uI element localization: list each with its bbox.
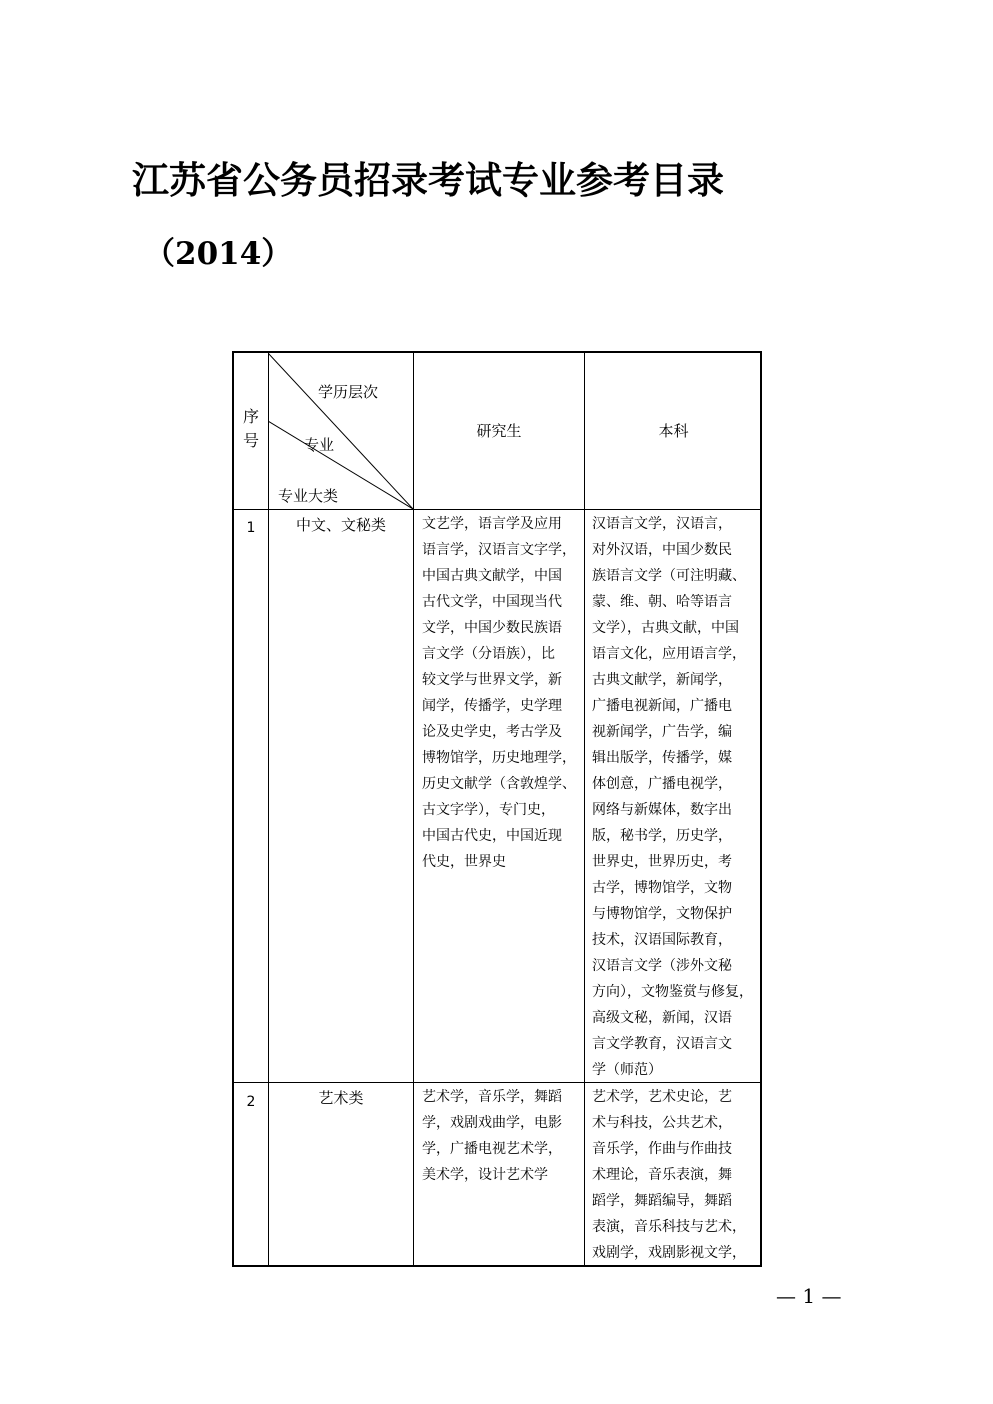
column-divider: [584, 353, 585, 1265]
page-number: — 1 —: [776, 1284, 842, 1308]
header-major-category: 专业大类: [278, 487, 339, 505]
header-undergraduate: 本科: [658, 422, 689, 440]
row-undergraduate-majors: 汉语言文学，汉语言， 对外汉语，中国少数民 族语言文学（可注明藏、 蒙、维、朝、哈等语言 文学），古典文献，中国 语言文化，应用语言学， 古典文献学，新闻学， 广播电视新闻，广播电 视新闻学，广告学，编 辑出版学，传播学，媒 体创意，广播电视学， 网络与新媒体，数字出 版，秘书学，历史学， 世界史，世界历史，考 古学，博物馆学，文物 与博物馆学，文物保护 技术，汉语国际教育， 汉语言文学（涉外文秘 方向），文物鉴赏与修复， 高级文秘，新闻，汉语 言文学教育，汉语言文 学（师范）: [592, 516, 753, 1078]
header-seq: 序 号: [242, 407, 259, 450]
column-divider: [413, 353, 414, 1265]
major-catalog-table: [232, 351, 762, 1267]
row-category: 中文、文秘类: [295, 516, 386, 534]
row-graduate-majors: 文艺学，语言学及应用 语言学，汉语言文字学， 中国古典文献学，中国 古代文学，中国现当代 文学，中国少数民族语 言文学（分语族），比 较文学与世界文学，新 闻学，传播学，史学理 论及史学史，考古学及 博物馆学，历史地理学， 历史文献学（含敦煌学、 古文字学），专门史， 中国古代史，中国近现 代史，世界史: [422, 516, 576, 870]
header-major: 专业: [304, 436, 335, 454]
row-undergraduate-majors: 艺术学，艺术史论，艺 术与科技，公共艺术， 音乐学，作曲与作曲技 术理论，音乐表演，舞 蹈学，舞蹈编导，舞蹈 表演，音乐科技与艺术， 戏剧学，戏剧影视文学，: [592, 1089, 746, 1261]
row-category: 艺术类: [318, 1089, 364, 1107]
header-graduate: 研究生: [476, 422, 522, 440]
row-seq: 1: [246, 520, 256, 536]
row-seq: 2: [246, 1094, 256, 1110]
document-title: 江苏省公务员招录考试专业参考目录: [132, 158, 724, 202]
header-education-level: 学历层次: [318, 383, 379, 401]
row-graduate-majors: 艺术学，音乐学，舞蹈 学，戏剧戏曲学，电影 学，广播电视艺术学， 美术学，设计艺术学: [422, 1089, 562, 1183]
document-year: （2014）: [144, 236, 293, 272]
row-divider: [234, 509, 760, 510]
